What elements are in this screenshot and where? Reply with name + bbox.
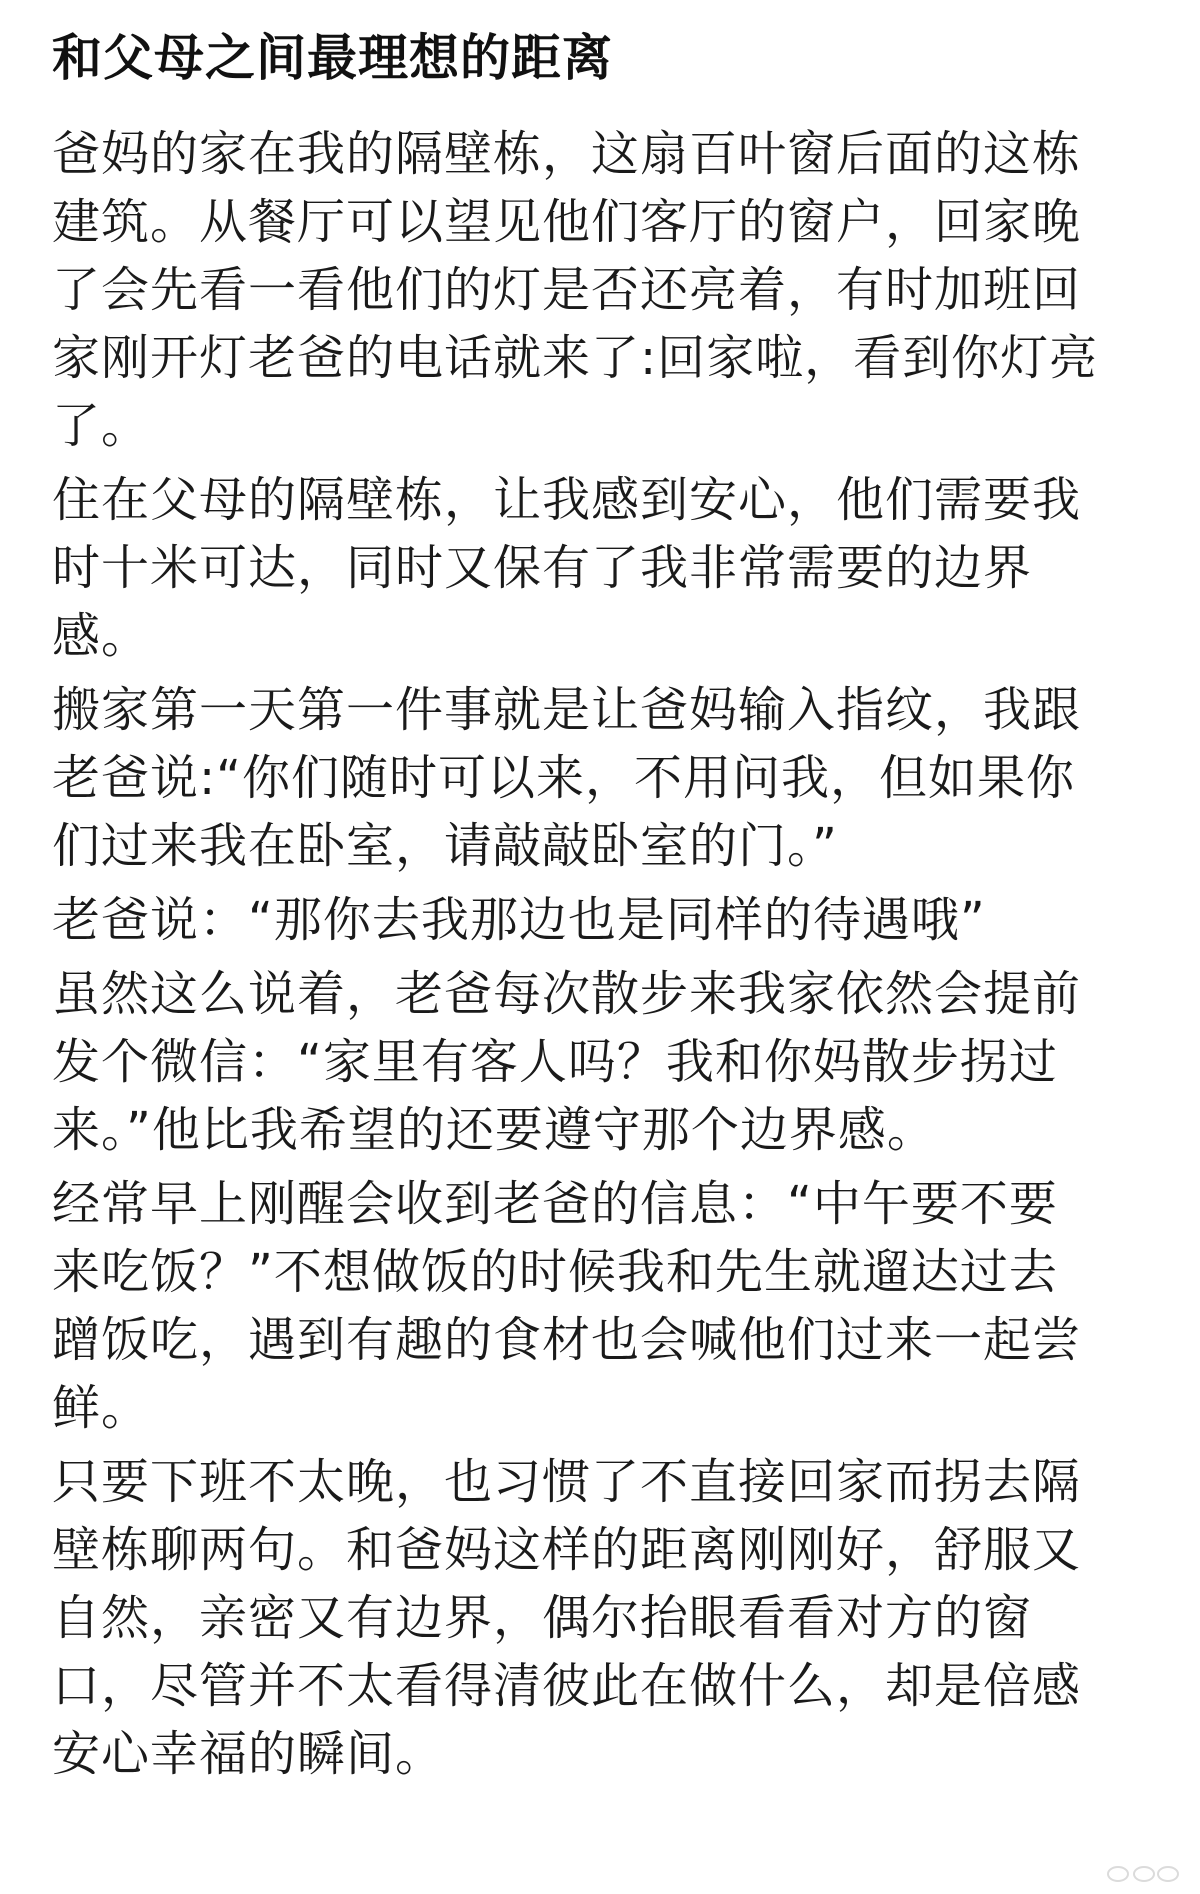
paragraph-line: 经常早上刚醒会收到老爸的信息：“中午要不要 — [52, 1176, 1058, 1232]
paragraph-line: 蹭饭吃，遇到有趣的食材也会喊他们过来一起尝 — [52, 1312, 1082, 1368]
paragraph-line: 住在父母的隔壁栋，让我感到安心，他们需要我 — [52, 472, 1082, 528]
article-paragraph — [52, 886, 1150, 954]
paragraph-line: 老爸说:“你们随时可以来，不用问我，但如果你 — [52, 750, 1076, 806]
paragraph-line: 自然，亲密又有边界，偶尔抬眼看看对方的窗 — [52, 1590, 1033, 1646]
paragraph-line: 家刚开灯老爸的电话就来了:回家啦，看到你灯亮 — [52, 330, 1099, 386]
paragraph-line: 安心幸福的瞬间。 — [52, 1726, 445, 1782]
article-paragraph — [52, 466, 1150, 670]
paragraph-line: 口，尽管并不太看得清彼此在做什么，却是倍感 — [52, 1658, 1082, 1714]
article-paragraph — [52, 676, 1150, 880]
article-paragraph — [52, 960, 1150, 1164]
article-paragraph — [52, 120, 1150, 460]
article-body — [52, 120, 1150, 1788]
paragraph-line: 老爸说：“那你去我那边也是同样的待遇哦” — [52, 892, 986, 948]
article — [52, 18, 1150, 1794]
article-paragraph — [52, 1170, 1150, 1442]
paragraph-line: 来吃饭？”不想做饭的时候我和先生就遛达过去 — [52, 1244, 1058, 1300]
platform-watermark-icon — [1104, 1858, 1182, 1886]
paragraph-line: 了会先看一看他们的灯是否还亮着，有时加班回 — [52, 262, 1082, 318]
paragraph-line: 只要下班不太晚，也习惯了不直接回家而拐去隔 — [52, 1454, 1082, 1510]
article-paragraph — [52, 1448, 1150, 1788]
article-title: 和父母之间最理想的距离 — [52, 29, 613, 87]
paragraph-line: 来。”他比我希望的还要遵守那个边界感。 — [52, 1102, 936, 1158]
paragraph-line: 发个微信：“家里有客人吗？我和你妈散步拐过 — [52, 1034, 1058, 1090]
paragraph-line: 虽然这么说着，老爸每次散步来我家依然会提前 — [52, 966, 1082, 1022]
paragraph-line: 搬家第一天第一件事就是让爸妈输入指纹，我跟 — [52, 682, 1082, 738]
paragraph-line: 建筑。从餐厅可以望见他们客厅的窗户，回家晚 — [52, 194, 1082, 250]
paragraph-line: 壁栋聊两句。和爸妈这样的距离刚刚好，舒服又 — [52, 1522, 1082, 1578]
paragraph-line: 们过来我在卧室，请敲敲卧室的门。” — [52, 818, 838, 874]
paragraph-line: 了。 — [52, 398, 151, 454]
paragraph-line: 感。 — [52, 608, 151, 664]
paragraph-line: 爸妈的家在我的隔壁栋，这扇百叶窗后面的这栋 — [52, 126, 1082, 182]
paragraph-line: 鲜。 — [52, 1380, 151, 1436]
paragraph-line: 时十米可达，同时又保有了我非常需要的边界 — [52, 540, 1033, 596]
